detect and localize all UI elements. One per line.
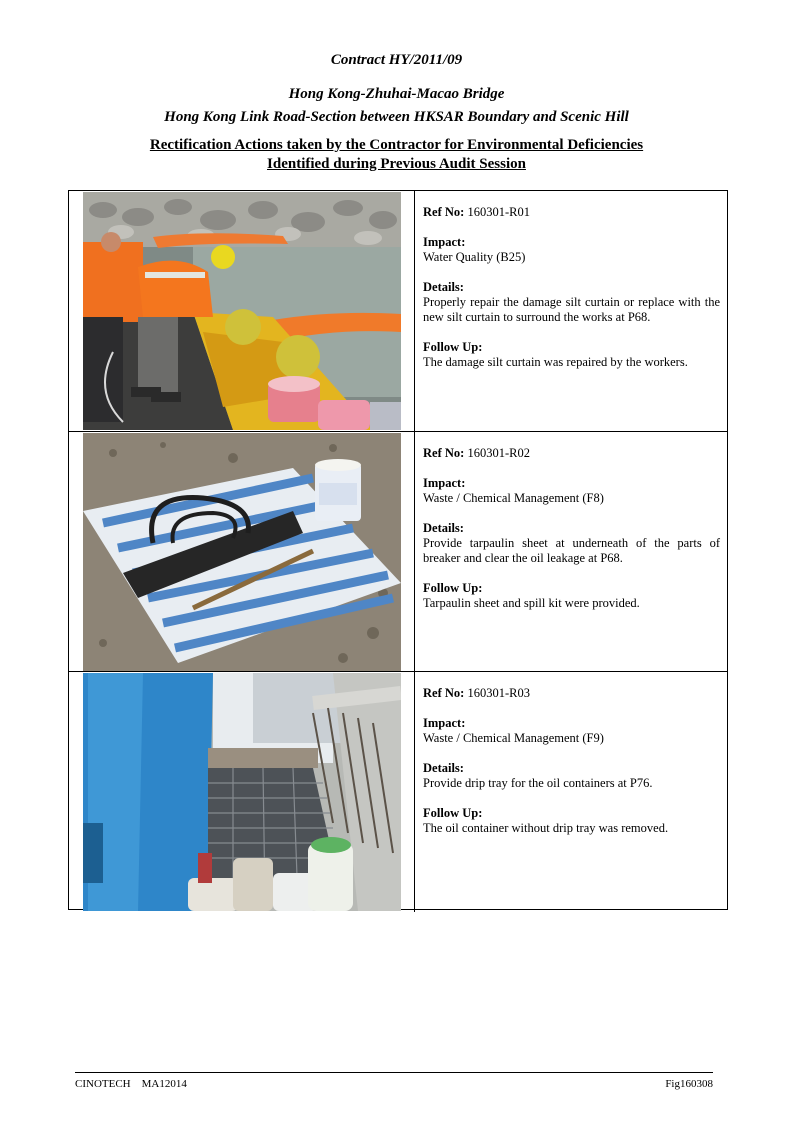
photo-cell [69, 672, 415, 912]
details-label: Details: [423, 761, 464, 775]
footer-company-ref: CINOTECH MA12014 [75, 1078, 187, 1090]
ref-no-label: Ref No: [423, 686, 465, 700]
project-section: Hong Kong Link Road-Section between HKSAR Boundary and Scenic Hill [164, 109, 629, 125]
document-subtitle: Identified during Previous Audit Session [267, 156, 526, 172]
photo-cell [69, 432, 415, 672]
table-row [69, 671, 727, 912]
follow-up-label: Follow Up: [423, 581, 483, 595]
table-row [69, 191, 727, 431]
record-details [423, 686, 720, 836]
follow-up-value: The oil container without drip tray was removed. [423, 821, 669, 835]
ref-no-line [423, 686, 720, 701]
photo-cell [69, 191, 415, 431]
follow-up-value: The damage silt curtain was repaired by the workers. [423, 355, 688, 369]
record-details [423, 446, 720, 611]
silt-curtain-photo [83, 192, 401, 430]
contract-number: Contract HY/2011/09 [330, 52, 463, 68]
record-details [423, 205, 720, 370]
rectification-table [68, 190, 728, 910]
tarpaulin-photo [83, 433, 401, 671]
footer-figure-ref: Fig160308 [665, 1078, 713, 1090]
impact-label: Impact: [423, 476, 466, 490]
details-label: Details: [423, 521, 464, 535]
impact-value: Waste / Chemical Management (F8) [423, 491, 604, 505]
ref-no-label: Ref No: [423, 205, 465, 219]
follow-up-value: Tarpaulin sheet and spill kit were provided. [423, 596, 640, 610]
ref-no-value: 160301-R03 [467, 686, 530, 700]
details-value: Provide drip tray for the oil containers at P76. [423, 776, 653, 790]
details-label: Details: [423, 280, 464, 294]
ref-no-value: 160301-R01 [467, 205, 530, 219]
oil-container-photo [83, 673, 401, 911]
impact-label: Impact: [423, 716, 466, 730]
follow-up-label: Follow Up: [423, 806, 483, 820]
ref-no-line [423, 205, 720, 220]
project-name: Hong Kong-Zhuhai-Macao Bridge [288, 86, 505, 102]
footer-divider [75, 1072, 713, 1073]
impact-label: Impact: [423, 235, 466, 249]
ref-no-label: Ref No: [423, 446, 465, 460]
impact-value: Waste / Chemical Management (F9) [423, 731, 604, 745]
ref-no-line [423, 446, 720, 461]
details-value: Provide tarpaulin sheet at underneath of the parts of breaker and clear the oil leakage at P68. [423, 536, 720, 565]
document-title: Rectification Actions taken by the Contractor for Environmental Deficiencies [149, 137, 644, 153]
follow-up-label: Follow Up: [423, 340, 483, 354]
table-row [69, 431, 727, 672]
impact-value: Water Quality (B25) [423, 250, 526, 264]
ref-no-value: 160301-R02 [467, 446, 530, 460]
details-value: Properly repair the damage silt curtain or replace with the new silt curtain to surround the works at P68. [423, 295, 720, 324]
